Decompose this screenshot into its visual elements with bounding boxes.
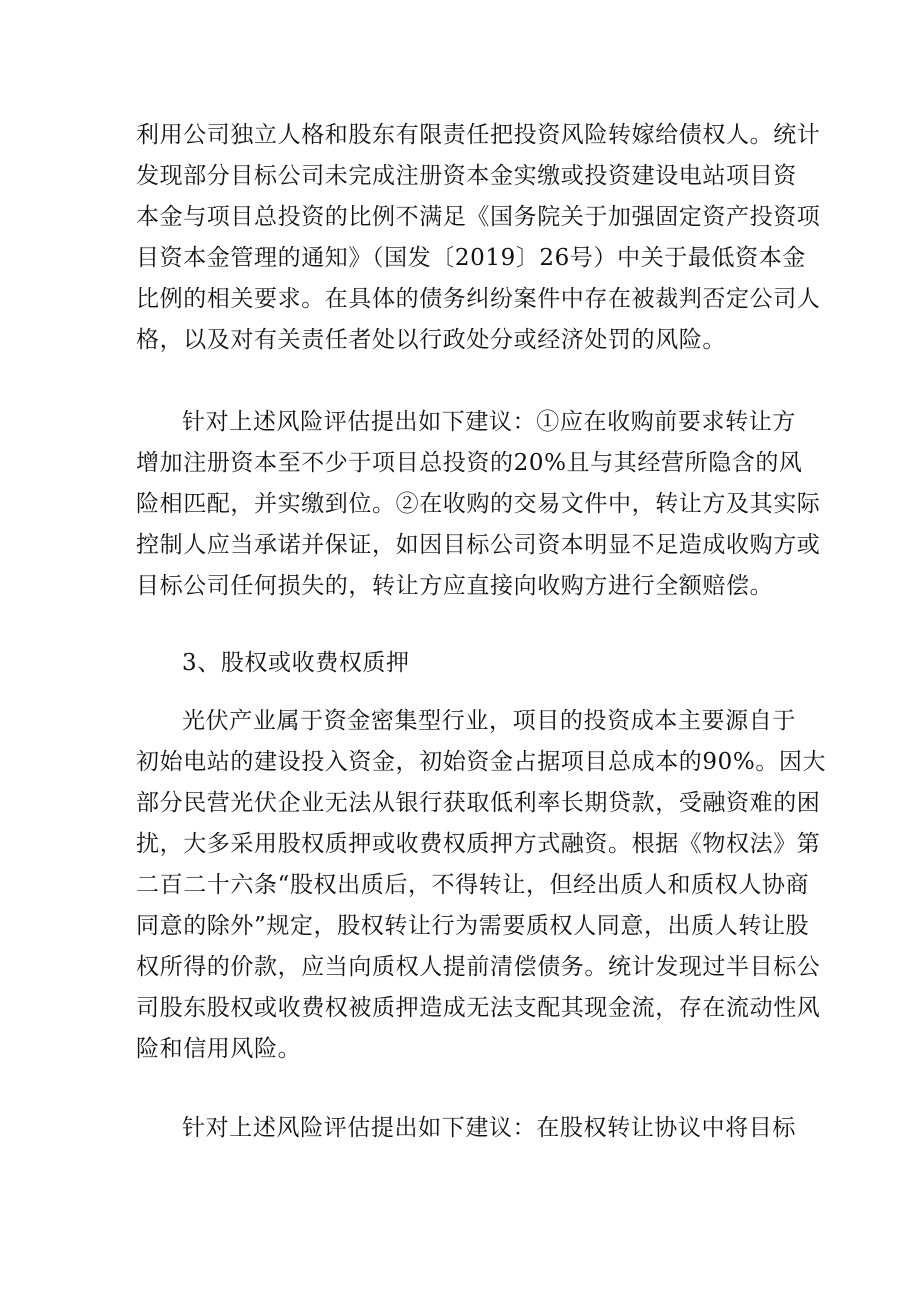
paragraph-line: 二百二十六条“股权出质后，不得转让，但经出质人和质权人协商 [136,872,810,898]
paragraph-line: 光伏产业属于资金密集型行业，项目的投资成本主要源自于 [182,708,796,734]
paragraph-line: 增加注册资本至不少于项目总投资的20%且与其经营所隐含的风 [136,450,803,476]
paragraph-line: 险相匹配，并实缴到位。②在收购的交易文件中，转让方及其实际 [136,491,821,517]
paragraph-capital-recommendation [136,402,821,607]
paragraph-line: 利用公司独立人格和股东有限责任把投资风险转嫁给债权人。统计 [136,122,821,148]
paragraph-line: 控制人应当承诺并保证，如因目标公司资本明显不足造成收购方或 [136,532,821,558]
paragraph-line: 初始电站的建设投入资金，初始资金占据项目总成本的90%。因大 [136,749,827,775]
paragraph-line: 比例的相关要求。在具体的债务纠纷案件中存在被裁判否定公司人 [136,286,821,312]
paragraph-line: 扰，大多采用股权质押或收费权质押方式融资。根据《物权法》第 [136,831,821,857]
paragraph-line: 部分民营光伏企业无法从银行获取低利率长期贷款，受融资难的困 [136,790,821,816]
paragraph-line: 险和信用风险。 [136,1036,302,1062]
paragraph-line: 目标公司任何损失的，转让方应直接向收购方进行全额赔偿。 [136,573,774,599]
paragraph-line: 发现部分目标公司未完成注册资本金实缴或投资建设电站项目资 [136,163,797,189]
paragraph-shareholder-liability [136,115,821,361]
section-heading-equity-pledge: 3、股权或收费权质押 [182,650,410,676]
paragraph-line: 同意的除外”规定，股权转让行为需要质权人同意，出质人转让股 [136,913,810,939]
paragraph-line: 针对上述风险评估提出如下建议：在股权转让协议中将目标 [182,1115,796,1141]
paragraph-pledge-recommendation [136,1108,796,1149]
paragraph-pledge-risk [136,701,827,1070]
paragraph-line: 针对上述风险评估提出如下建议：①应在收购前要求转让方 [182,409,796,435]
paragraph-line: 权所得的价款，应当向质权人提前清偿债务。统计发现过半目标公 [136,954,821,980]
paragraph-line: 本金与项目总投资的比例不满足《国务院关于加强固定资产投资项 [136,204,821,230]
paragraph-line: 司股东股权或收费权被质押造成无法支配其现金流，存在流动性风 [136,995,821,1021]
paragraph-line: 目资本金管理的通知》（国发〔2019〕26号）中关于最低资本金 [136,245,806,271]
paragraph-line: 格，以及对有关责任者处以行政处分或经济处罚的风险。 [136,327,726,353]
